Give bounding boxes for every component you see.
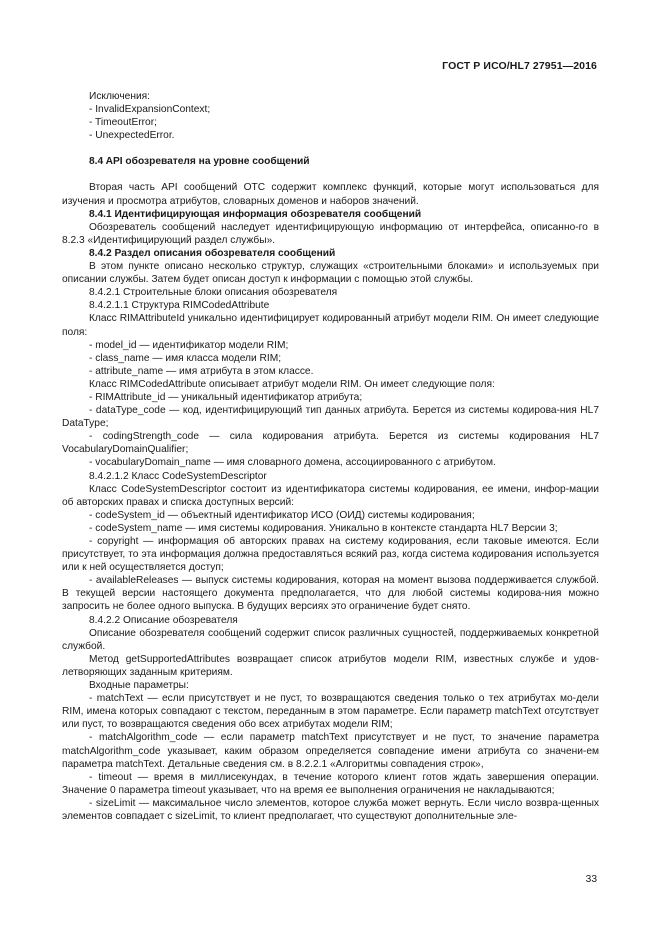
- list-item: - dataType_code — код, идентифицирующий тип данных атрибута. Берется из системы кодирова-ния HL7 DataType;: [62, 405, 599, 430]
- paragraph: Метод getSupportedAttributes возвращает список атрибутов модели RIM, известных службе и удов-летворяющих заданным критериям.: [62, 653, 599, 678]
- clause-heading: 8.4.2.1.2 Класс CodeSystemDescriptor: [89, 470, 267, 482]
- document-body: [62, 90, 599, 823]
- list-item: - availableReleases — выпуск системы кодирования, которая на момент вызова поддерживается службой. В текущей версии настоящего документа предполагается, что для любой системы кодирова-ния можно запросить не более одного выпуска. В будущих версиях это ограничение будет снято.: [62, 575, 599, 613]
- clause-heading: 8.4.2.1 Строительные блоки описания обозревателя: [89, 287, 338, 299]
- section-heading: 8.4 API обозревателя на уровне сообщений: [89, 156, 310, 168]
- list-item: - matchText — если присутствует и не пуст, то возвращаются сведения только о тех атрибутах мо-дели RIM, имена которых совпадают с текстом, переданным в этом параметре. Если параметр matchText отсутствует или пуст, то возвращаются сведения обо всех атрибутах модели RIM;: [62, 693, 599, 731]
- paragraph: Класс RIMAttributeId уникально идентифицирует кодированный атрибут модели RIM. Он имеет следующие поля:: [62, 313, 599, 338]
- paragraph: Описание обозревателя сообщений содержит список различных сущностей, поддерживаемых конкретной службой.: [62, 627, 599, 652]
- paragraph: Входные параметры:: [89, 680, 189, 692]
- paragraph: Вторая часть API сообщений ОТС содержит комплекс функций, которые могут использоваться для изучения и просмотра атрибутов, словарных доменов и наборов значений.: [62, 182, 599, 207]
- clause-heading: 8.4.2.2 Описание обозревателя: [89, 614, 238, 626]
- subsection-heading: 8.4.2 Раздел описания обозревателя сообщений: [89, 247, 336, 259]
- paragraph: Класс RIMCodedAttribute описывает атрибут модели RIM. Он имеет следующие поля:: [89, 378, 495, 390]
- page-number: 33: [585, 874, 597, 885]
- list-item: - codeSystem_name — имя системы кодирования. Уникально в контексте стандарта HL7 Версии 3;: [89, 522, 558, 534]
- spacer: [62, 142, 599, 155]
- list-item: - model_id — идентификатор модели RIM;: [89, 339, 289, 351]
- paragraph: Исключения:: [89, 91, 150, 102]
- list-item: - codeSystem_id — объектный идентификатор ИСО (ОИД) системы кодирования;: [89, 509, 475, 521]
- list-item: - copyright — информация об авторских правах на систему кодирования, если таковые имеются. Если присутствует, то эта информация должна предоставляться всякий раз, когда система кодирования используется или к ней осуществляется доступ;: [62, 536, 599, 574]
- list-item: - attribute_name — имя атрибута в этом классе.: [89, 365, 314, 377]
- list-item: - vocabularyDomain_name — имя словарного домена, ассоциированного с атрибутом.: [89, 457, 496, 469]
- list-item: - sizeLimit — максимальное число элементов, которое служба может вернуть. Если число возвра-щенных элементов совпадает с sizeLimit, то клиент предполагает, что существуют дополнительные эле-: [62, 797, 599, 822]
- list-item: - RIMAttribute_id — уникальный идентификатор атрибута;: [89, 391, 363, 403]
- paragraph: Класс CodeSystemDescriptor состоит из идентификатора системы кодирования, ее имени, инфор-мации об авторских правах и списка доступных версий:: [62, 483, 599, 508]
- document-header: ГОСТ Р ИСО/HL7 27951—2016: [442, 60, 597, 72]
- paragraph: Обозреватель сообщений наследует идентифицирующую информацию от интерфейса, описанно-го в 8.2.3 «Идентифицирующий раздел службы».: [62, 221, 599, 246]
- subsection-heading: 8.4.1 Идентифицирующая информация обозревателя сообщений: [89, 208, 422, 220]
- paragraph: В этом пункте описано несколько структур, служащих «строительными блоками» и используемых при описании службы. Затем будет описан доступ к информации с помощью этой службы.: [62, 261, 599, 286]
- list-item: - class_name — имя класса модели RIM;: [89, 352, 282, 364]
- list-item: - matchAlgorithm_code — если параметр matchText присутствует и не пуст, то значение параметра matchAlgorithm_code указывает, каким образом определяется совпадение имени атрибута со значени-ем параметра matchText. Детальные сведения см. в 8.2.2.1 «Алгоритмы совпадения строк»,: [62, 732, 599, 770]
- list-item: - codingStrength_code — сила кодирования атрибута. Берется из системы кодирования HL7 VocabularyDomainQualifier;: [62, 431, 599, 456]
- list-item: - InvalidExpansionContext;: [89, 104, 211, 116]
- clause-heading: 8.4.2.1.1 Структура RIMCodedAttribute: [89, 300, 270, 312]
- list-item: - TimeoutError;: [89, 117, 157, 129]
- list-item: - timeout — время в миллисекундах, в течение которого клиент готов ждать завершения операции. Значение 0 параметра timeout указывает, что на время ее выполнения ограничения не накладываются;: [62, 771, 599, 796]
- list-item: - UnexpectedError.: [89, 130, 175, 142]
- spacer: [62, 168, 599, 181]
